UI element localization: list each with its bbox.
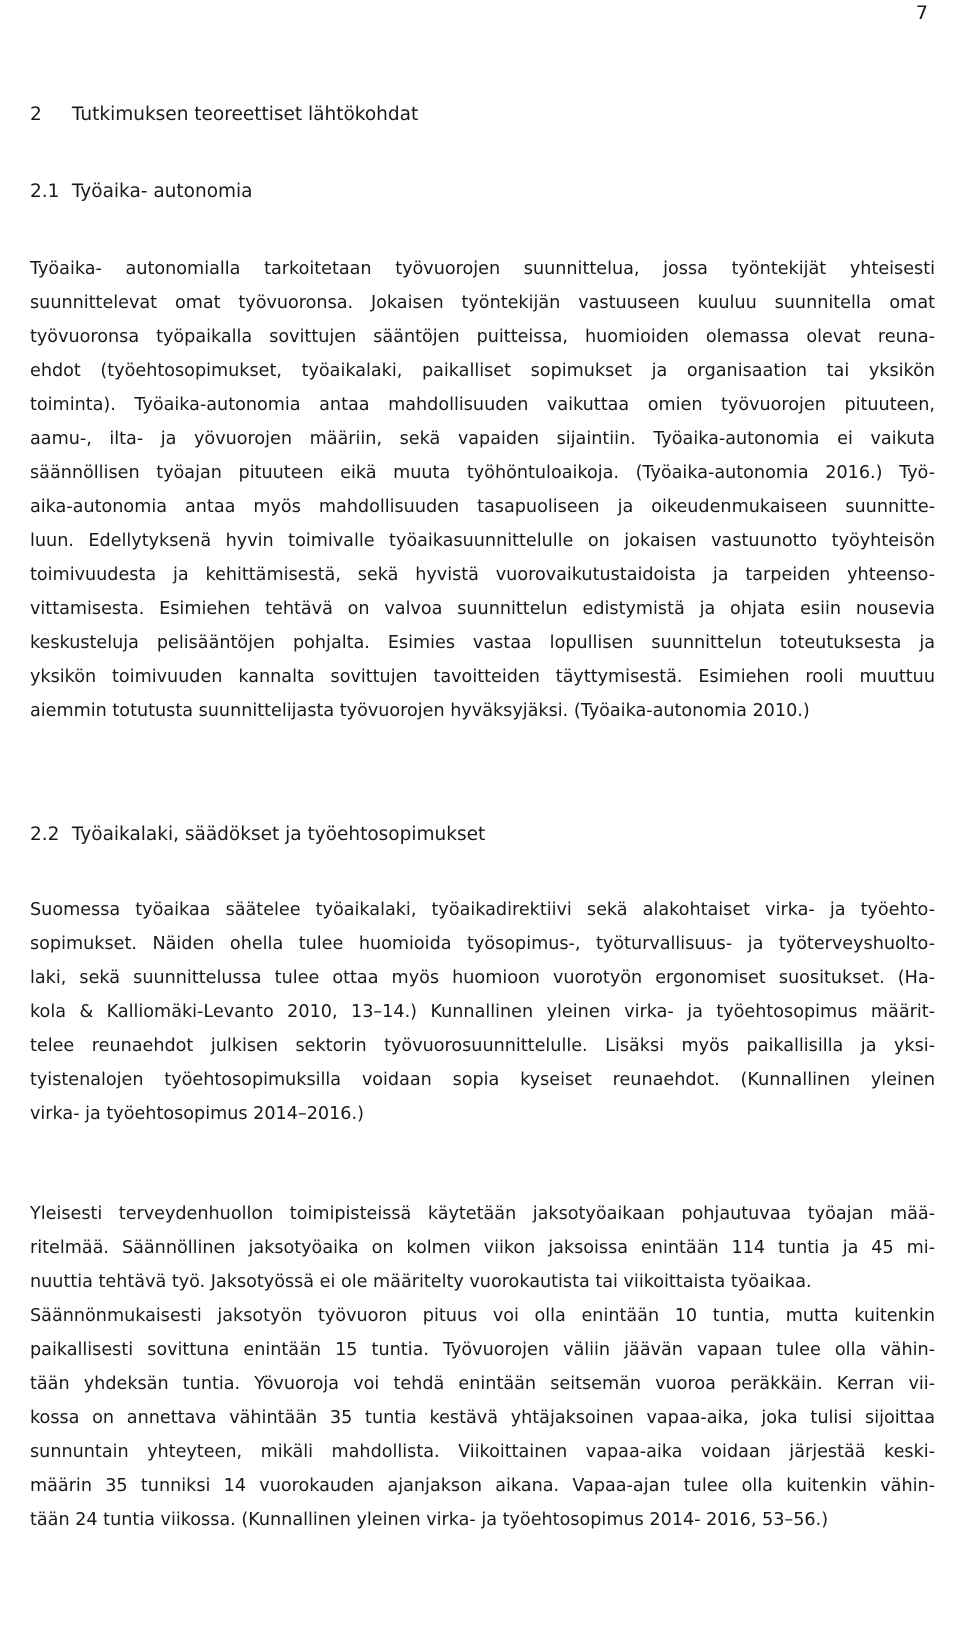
text-line: paikallisesti sovittuna enintään 15 tuntia. Työvuorojen väliin jäävän vapaan tulee olla vähin- — [30, 1340, 935, 1360]
text-line: kola & Kalliomäki-Levanto 2010, 13–14.) Kunnallinen yleinen virka- ja työehtosopimus määrit- — [30, 1002, 935, 1022]
text-line: määrin 35 tunniksi 14 vuorokauden ajanjakson aikana. Vapaa-ajan tulee olla kuitenkin vähin- — [30, 1476, 935, 1496]
text-line: tään 24 tuntia viikossa. (Kunnallinen yleinen virka- ja työehtosopimus 2014- 2016, 53–56.) — [30, 1510, 829, 1530]
text-line: telee reunaehdot julkisen sektorin työvuorosuunnittelulle. Lisäksi myös paikallisilla ja yksi- — [30, 1036, 935, 1056]
text-line: tyistenalojen työehtosopimuksilla voidaan sopia kyseiset reunaehdot. (Kunnallinen yleinen — [30, 1070, 935, 1090]
text-line: virka- ja työehtosopimus 2014–2016.) — [30, 1104, 364, 1124]
text-line: toimivuudesta ja kehittämisestä, sekä hyvistä vuorovaikutustaidoista ja tarpeiden yhteenso- — [30, 565, 935, 585]
text-line: tään yhdeksän tuntia. Yövuoroja voi tehdä enintään seitsemän vuoroa peräkkäin. Kerran vii- — [30, 1374, 935, 1394]
text-line: sunnuntain yhteyteen, mikäli mahdollista. Viikoittainen vapaa-aika voidaan järjestää keski- — [30, 1442, 935, 1462]
paragraph-tyoaikalaki — [30, 893, 935, 1131]
section-number: 2.1 — [30, 181, 60, 202]
text-line: luun. Edellytyksenä hyvin toimivalle työaikasuunnittelulle on jokaisen vastuunotto työyhteisön — [30, 531, 935, 551]
text-line: aiemmin totutusta suunnittelijasta työvuorojen hyväksyjäksi. (Työaika-autonomia 2010.) — [30, 701, 810, 721]
section-title: Työaikalaki, säädökset ja työehtosopimukset — [71, 824, 486, 845]
text-line: nuuttia tehtävä työ. Jaksotyössä ei ole määritelty vuorokautista tai viikoittaista työaikaa. — [30, 1272, 812, 1292]
section-heading — [30, 824, 485, 845]
section-heading — [30, 104, 418, 125]
paragraph-jaksotyoaika — [30, 1197, 935, 1537]
text-line: säännöllisen työajan pituuteen eikä muuta työhöntuloaikoja. (Työaika-autonomia 2016.) Työ- — [30, 463, 935, 483]
section-title: Tutkimuksen teoreettiset lähtökohdat — [71, 104, 419, 125]
text-line: keskusteluja pelisääntöjen pohjalta. Esimies vastaa lopullisen suunnittelun toteutuksesta ja — [30, 633, 935, 653]
section-number: 2 — [30, 104, 42, 125]
text-line: Säännönmukaisesti jaksotyön työvuoron pituus voi olla enintään 10 tuntia, mutta kuitenkin — [30, 1306, 935, 1326]
page-number: 7 — [915, 2, 928, 24]
text-line: Suomessa työaikaa säätelee työaikalaki, työaikadirektiivi sekä alakohtaiset virka- ja työehto- — [30, 900, 935, 920]
text-line: ritelmää. Säännöllinen jaksotyöaika on kolmen viikon jaksoissa enintään 114 tuntia ja 45 mi- — [30, 1238, 935, 1258]
text-line: Työaika- autonomialla tarkoitetaan työvuorojen suunnittelua, jossa työntekijät yhteisesti — [30, 259, 935, 279]
section-title: Työaika- autonomia — [71, 181, 253, 202]
text-line: suunnittelevat omat työvuoronsa. Jokaisen työntekijän vastuuseen kuuluu suunnitella omat — [30, 293, 935, 313]
text-line: toiminta). Työaika-autonomia antaa mahdollisuuden vaikuttaa omien työvuorojen pituuteen, — [30, 395, 935, 415]
text-line: Yleisesti terveydenhuollon toimipisteissä käytetään jaksotyöaikaan pohjautuvaa työajan mää- — [30, 1204, 935, 1224]
section-heading — [30, 181, 253, 202]
text-line: yksikön toimivuuden kannalta sovittujen tavoitteiden täyttymisestä. Esimiehen rooli muuttuu — [30, 667, 935, 687]
text-line: sopimukset. Näiden ohella tulee huomioida työsopimus-, työturvallisuus- ja työterveyshuolto- — [30, 934, 935, 954]
text-line: aamu-, ilta- ja yövuorojen määriin, sekä vapaiden sijaintiin. Työaika-autonomia ei vaikuta — [30, 429, 935, 449]
section-number: 2.2 — [30, 824, 60, 845]
paragraph-tyoaika-autonomia — [30, 252, 935, 728]
text-line: laki, sekä suunnittelussa tulee ottaa myös huomioon vuorotyön ergonomiset suositukset. (Ha- — [30, 968, 935, 988]
text-line: kossa on annettava vähintään 35 tuntia kestävä yhtäjaksoinen vapaa-aika, joka tulisi sijoittaa — [30, 1408, 935, 1428]
text-line: ehdot (työehtosopimukset, työaikalaki, paikalliset sopimukset ja organisaation tai yksikön — [30, 361, 935, 381]
text-line: aika-autonomia antaa myös mahdollisuuden tasapuoliseen ja oikeudenmukaiseen suunnitte- — [30, 497, 935, 517]
text-line: työvuoronsa työpaikalla sovittujen sääntöjen puitteissa, huomioiden olemassa olevat reuna- — [30, 327, 935, 347]
text-line: vittamisesta. Esimiehen tehtävä on valvoa suunnittelun edistymistä ja ohjata esiin nousevia — [30, 599, 935, 619]
